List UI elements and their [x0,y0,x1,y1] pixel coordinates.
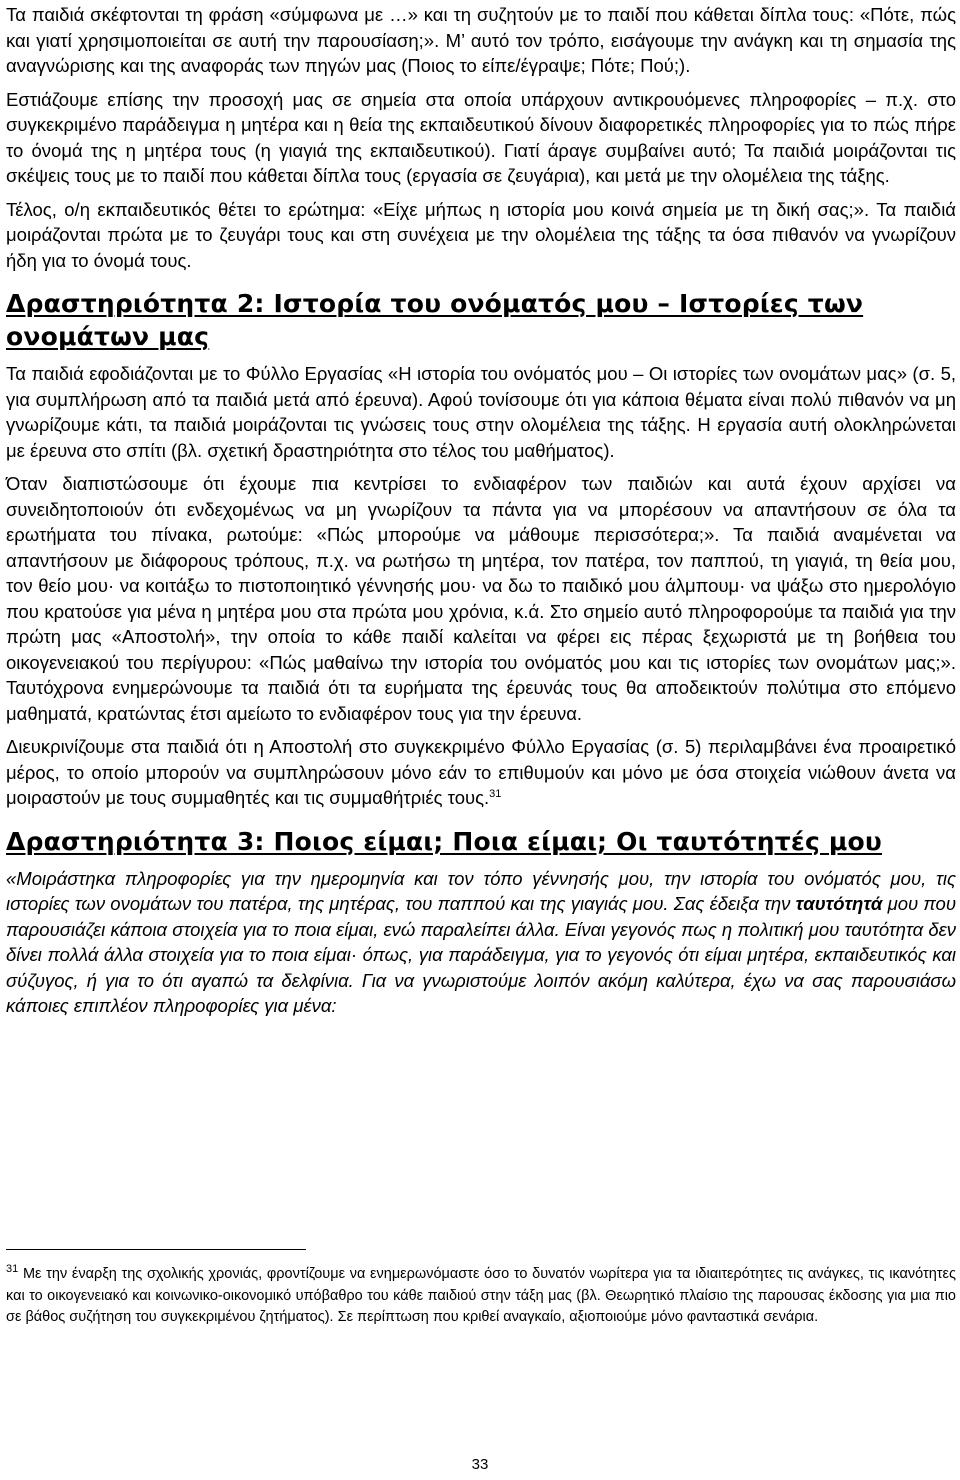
footnote-reference[interactable]: 31 [489,787,502,800]
section-heading-activity-2: Δραστηριότητα 2: Ιστορία του ονόματός μου – Ιστορίες των ονομάτων μας [6,289,864,351]
teacher-quote: «Μοιράστηκα πληροφορίες για την ημερομηνία και τον τόπο γέννησής μου, την ιστορία του ονόματός μου, τις ιστορίες των ονομάτων του πατέρα, της μητέρας, του παππού και της γιαγιάς μου. Σας έδειξα την ταυτότητά μου που παρουσιάζει κάποια στοιχεία για το ποια είμαι, ενώ παραλείπει άλλα. Είναι γεγονός πως η πολιτική μου ταυτότητα δεν δίνει πολλά άλλα στοιχεία για το ποια είμαι· όπως, για παράδειγμα, για το γεγονός ότι είμαι μητέρα, εκπαιδευτικός και σύζυγος, ή για το ότι αγαπώ τα δελφίνια. Για να γνωριστούμε λοιπόν ακόμη καλύτερα, έχω να σας παρουσιάσω κάποιες επιπλέον πληροφορίες για μένα: [6,867,957,1016]
footnote-text: Με την έναρξη της σχολικής χρονιάς, φροντίζουμε να ενημερωνόμαστε όσο το δυνατόν νωρίτερα για τα ιδιαιτερότητες τις ανάγκες, τις ικανότητες και το οικογενειακό και κοινωνικο-οικονομικό υπόβαθρο του κάθε παιδιού στην τάξη μας (βλ. Θεωρητικό πλαίσιο της παρουσας έκδοσης για μια πιο σε βάθος συζήτηση του συγκεκριμένου ζητήματος). Σε περίπτωση που κριθεί αναγκαίο, αξιοποιούμε μόνο φανταστικά σενάρια. [6,1266,956,1325]
paragraph: Όταν διαπιστώσουμε ότι έχουμε πια κεντρίσει το ενδιαφέρον των παιδιών και αυτά έχουν αρχίσει να συνειδητοποιούν ότι ενδεχομένως να μη γνωρίζουν τα πάντα για να μπορέσουν να απαντήσουν σε όλα τα ερωτήματα του πίνακα, ρωτούμε: «Πώς μπορούμε να μάθουμε περισσότερα;». Τα παιδιά αναμένεται να απαντήσουν με διάφορους τρόπους, π.χ. να ρωτήσω τη μητέρα, τον πατέρα, τον παππού, τη γιαγιά, τη θεία μου, τον θείο μου· να κοιτάξω το πιστοποιητικό γέννησής μου· να δω το παιδικό μου άλμπουμ· να ψάξω στο ημερολόγιο που κρατούσε για μένα η μητέρα μου στα πρώτα μου χρόνια, κ.ά. Στο σημείο αυτό πληροφορούμε τα παιδιά για την πρώτη μας «Αποστολή», την οποία το κάθε παιδί καλείται να φέρει εις πέρας ξεχωριστά με τη βοήθεια του οικογενειακού του περίγυρου: «Πώς μαθαίνω την ιστορία του ονόματός μου και τις ιστορίες των ονομάτων μας;». Ταυτόχρονα ενημερώνουμε τα παιδιά ότι τα ευρήματα της έρευνάς τους θα αποδεικτούν πολύτιμα στο επόμενο μαθηματά, κρατώντας έτσι αμείωτο το ενδιαφέρον τους για την έρευνα. [6,473,956,724]
paragraph: Τα παιδιά σκέφτονται τη φράση «σύμφωνα με …» και τη συζητούν με το παιδί που κάθεται δίπλα τους: «Πότε, πώς και γιατί χρησιμοποιείται σε αυτή την παρουσίαση;». Μ’ αυτό τον τρόπο, εισάγουμε την ανάγκη και τη σημασία της αναγνώρισης και της αναφοράς των πηγών μας (Ποιος το είπε/έγραψε; Πότε; Πού;). [6,4,956,76]
paragraph: Εστιάζουμε επίσης την προσοχή μας σε σημεία στα οποία υπάρχουν αντικρουόμενες πληροφορίες – π.χ. στο συγκεκριμένο παράδειγμα η μητέρα και η θεία της εκπαιδευτικού δίνουν διαφορετικές πληροφορίες για το πώς πήρε το όνομά της η μητέρα τους (η γιαγιά της εκπαιδευτικού). Γιατί άραγε συμβαίνει αυτό; Τα παιδιά μοιράζονται τις σκέψεις τους με το παιδί που κάθεται δίπλα τους (εργασία σε ζευγάρια), και μετά με την ολομέλεια της τάξης. [6,88,956,186]
paragraph: Τέλος, ο/η εκπαιδευτικός θέτει το ερώτημα: «Είχε μήπως η ιστορία μου κοινά σημεία με τη δική σας;». Τα παιδιά μοιράζονται πρώτα με το ζευγάρι τους και στη συνέχεια με την ολομέλεια της τάξης τα όσα πιθανόν να γνωρίζουν ήδη για το όνομά τους. [6,198,956,271]
section-heading-activity-3: Δραστηριότητα 3: Ποιος είμαι; Ποια είμαι; Οι ταυτότητές μου [6,826,882,856]
document-page [6,2,957,1325]
footnote [6,1264,956,1329]
footnote-separator [6,1249,306,1250]
paragraph-text: Διευκρινίζουμε στα παιδιά ότι η Αποστολή στο συγκεκριμένο Φύλλο Εργασίας (σ. 5) περιλαμβάνει ένα προαιρετικό μέρος, το οποίο μπορούν να συμπληρώσουν μόνο εάν το επιθυμούν και μόνο με όσα στοιχεία νιώθουν άνετα να μοιραστούν με τους συμμαθητές και τις συμμαθήτριές τους. [6,736,956,808]
paragraph: Τα παιδιά εφοδιάζονται με το Φύλλο Εργασίας «Η ιστορία του ονόματός μου – Οι ιστορίες των ονομάτων μας» (σ. 5, για συμπλήρωση από τα παιδιά μετά από έρευνα). Αφού τονίσουμε ότι για κάποια θέματα είναι πολύ πιθανόν να μη γνωρίζουμε κάτι, τα παιδιά μοιράζονται τις γνώσεις τους στην ολομέλεια της τάξης. Η εργασία αυτή ολοκληρώνεται με έρευνα στο σπίτι (βλ. σχετική δραστηριότητα στο τέλος του μαθήματος). [6,363,956,461]
page-number: 33 [471,1456,489,1473]
footnote-number: 31 [6,1263,19,1276]
paragraph [6,734,956,811]
emphasis: ταυτότητά [795,893,883,914]
